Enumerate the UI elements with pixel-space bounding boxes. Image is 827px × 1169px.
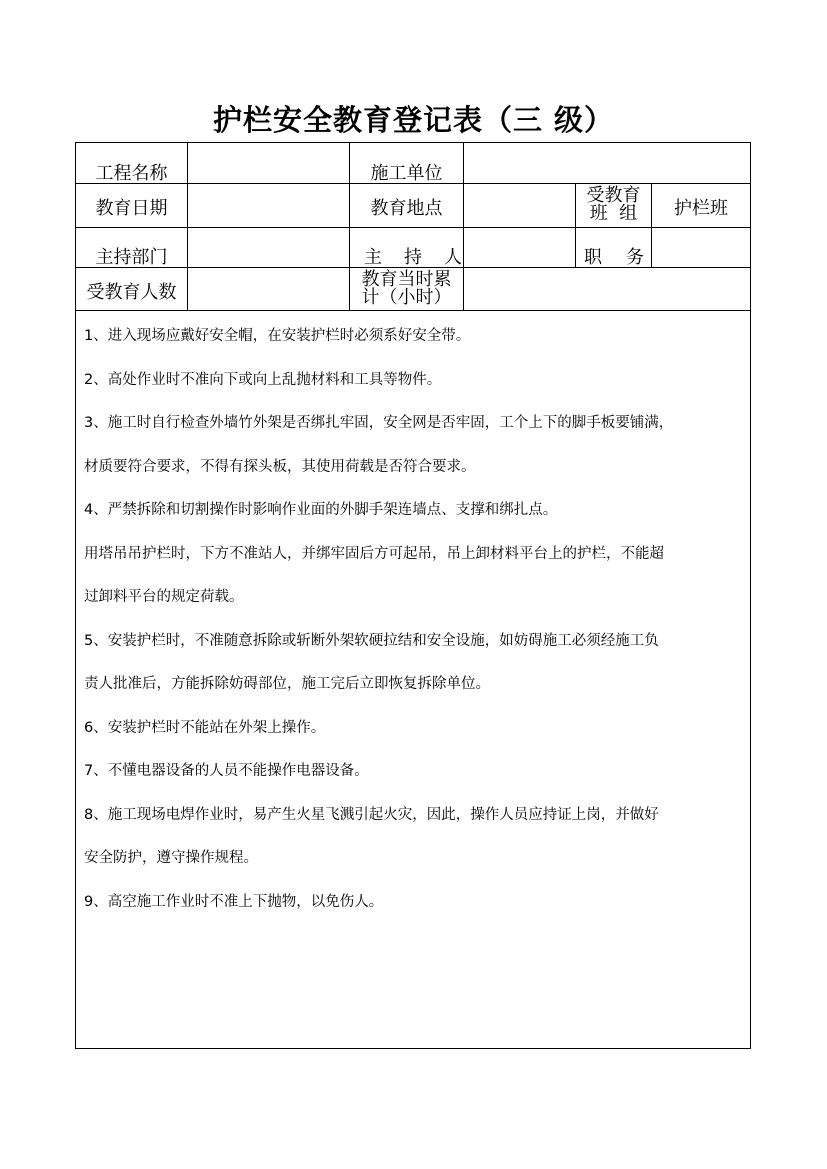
form-row-date <box>76 184 750 228</box>
edu-team-field[interactable] <box>652 184 750 227</box>
content-line: 2、高处作业时不准向下或向上乱抛材料和工具等物件。 <box>84 371 442 388</box>
cumulative-hours-label-line2: 计（小时） <box>361 287 452 308</box>
content-line: 3、施工时自行检查外墙竹外架是否绑扎牢固，安全网是否牢固，工个上下的脚手板要铺满， <box>84 415 674 431</box>
project-name-field[interactable] <box>188 143 350 183</box>
edu-place-label-cell <box>350 184 464 227</box>
trainee-count-field[interactable] <box>188 268 350 310</box>
construction-unit-label: 施工单位 <box>370 163 443 184</box>
host-label: 主持人 <box>364 247 484 268</box>
host-dept-field[interactable] <box>188 228 350 267</box>
content-line: 6、安装护栏时不能站在外架上操作。 <box>84 719 326 736</box>
host-dept-label-cell <box>76 228 188 267</box>
form-row-host <box>76 228 750 268</box>
host-dept-label: 主持部门 <box>95 247 168 268</box>
cumulative-hours-label-cell <box>350 268 464 310</box>
content-line: 5、安装护栏时，不准随意拆除或斩断外架软硬拉结和安全设施，如妨碍施工必须经施工负 <box>84 632 659 649</box>
content-line: 7、不懂电器设备的人员不能操作电器设备。 <box>84 763 369 779</box>
content-line: 用塔吊吊护栏时，下方不准站人，并绑牢固后方可起吊，吊上卸材料平台上的护栏，不能超 <box>84 545 664 562</box>
edu-place-field[interactable] <box>464 184 576 227</box>
content-line: 材质要符合要求，不得有探头板，其使用荷载是否符合要求。 <box>84 458 476 475</box>
edu-team-label-line2: 班 组 <box>589 203 638 224</box>
edu-date-field[interactable] <box>188 184 350 227</box>
form-row-project <box>76 143 750 184</box>
host-label-cell <box>350 228 484 268</box>
host-field[interactable] <box>464 228 576 267</box>
position-field[interactable] <box>652 228 750 267</box>
edu-place-label: 教育地点 <box>370 198 443 219</box>
content-line: 责人批准后，方能拆除妨碍部位，施工完后立即恢复拆除单位。 <box>84 676 490 692</box>
position-label-cell <box>576 228 668 268</box>
cumulative-hours-label-line1: 教育当时累 <box>361 269 452 290</box>
trainee-count-label: 受教育人数 <box>86 282 177 303</box>
position-label: 职务 <box>584 247 668 268</box>
project-name-label-cell <box>76 143 188 183</box>
construction-unit-field[interactable] <box>464 143 750 183</box>
construction-unit-label-cell <box>350 143 464 183</box>
content-line: 过卸料平台的规定荷载。 <box>84 589 244 605</box>
edu-team-value: 护栏班 <box>674 198 728 219</box>
trainee-count-label-cell <box>76 268 188 310</box>
content-line: 4、严禁拆除和切割操作时影响作业面的外脚手架连墙点、支撑和绑扎点。 <box>84 502 558 518</box>
registration-form <box>75 142 751 1049</box>
edu-team-label-cell <box>576 184 652 227</box>
edu-date-label-cell <box>76 184 188 227</box>
education-content <box>76 311 750 934</box>
edu-date-label: 教育日期 <box>95 198 168 219</box>
form-row-count <box>76 268 750 311</box>
project-name-label: 工程名称 <box>95 163 168 184</box>
cumulative-hours-field[interactable] <box>464 268 750 310</box>
content-line: 9、高空施工作业时不准上下抛物，以免伤人。 <box>84 893 384 910</box>
content-line: 1、进入现场应戴好安全帽，在安装护栏时必须系好安全带。 <box>84 328 471 344</box>
content-line: 安全防护，遵守操作规程。 <box>84 850 258 866</box>
edu-team-label-line1: 受教育 <box>586 185 641 206</box>
page-title: 护栏安全教育登记表（三 级） <box>212 103 615 137</box>
content-line: 8、施工现场电焊作业时，易产生火星飞溅引起火灾，因此，操作人员应持证上岗，并做好 <box>84 806 659 823</box>
